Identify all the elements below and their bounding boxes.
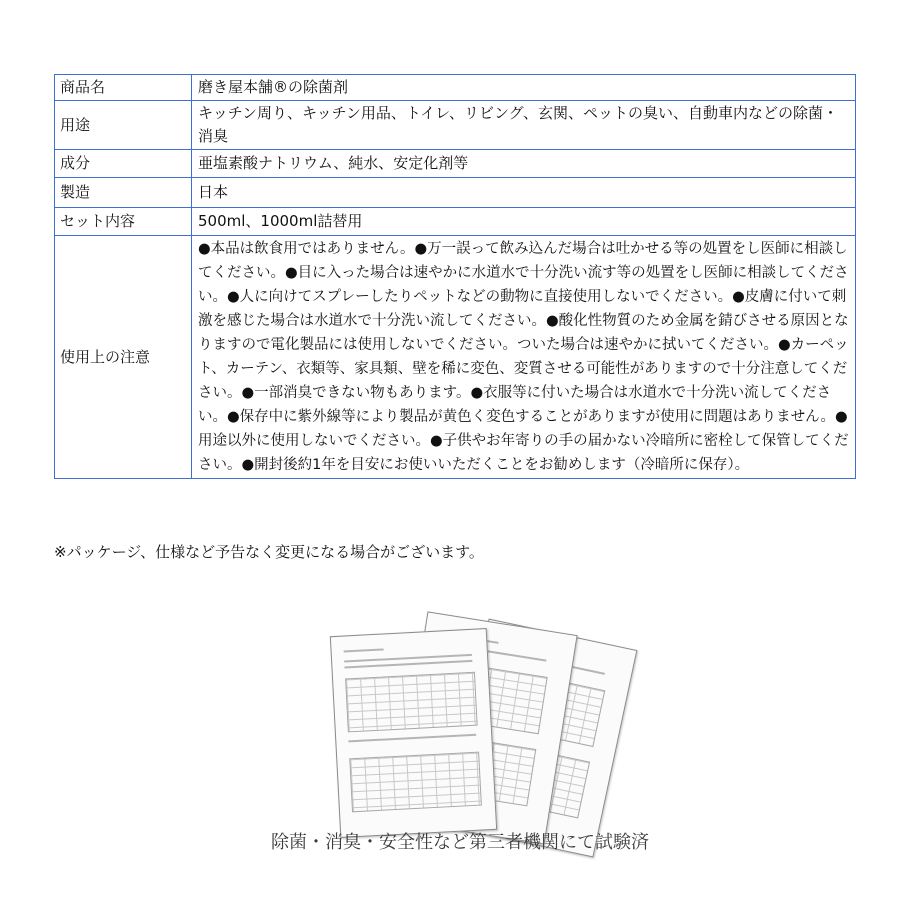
- spec-label: 用途: [55, 101, 192, 150]
- spec-row-manufacture: [55, 178, 856, 208]
- spec-row-ingredients: [55, 150, 856, 178]
- spec-row-usage: [55, 101, 856, 150]
- test-report-sheet: [330, 628, 497, 838]
- spec-value: キッチン周り、キッチン用品、トイレ、リビング、玄関、ペットの臭い、自動車内などの除菌・消臭: [192, 101, 856, 150]
- spec-label: 使用上の注意: [55, 236, 192, 479]
- spec-value: 日本: [192, 178, 856, 208]
- spec-value: 磨き屋本舗®の除菌剤: [192, 75, 856, 101]
- spec-label: 商品名: [55, 75, 192, 101]
- spec-value: 亜塩素酸ナトリウム、純水、安定化剤等: [192, 150, 856, 178]
- illustration-caption: 除菌・消臭・安全性など第三者機関にて試験済: [271, 832, 649, 853]
- spec-row-set-contents: [55, 208, 856, 236]
- test-report-documents-image: [300, 612, 620, 852]
- product-spec-table: [54, 74, 856, 479]
- spec-label: 製造: [55, 178, 192, 208]
- spec-row-product-name: [55, 75, 856, 101]
- spec-value: 500ml、1000ml詰替用: [192, 208, 856, 236]
- spec-label: セット内容: [55, 208, 192, 236]
- change-notice: ※パッケージ、仕様など予告なく変更になる場合がございます。: [54, 543, 484, 561]
- spec-row-precautions: [55, 236, 856, 479]
- spec-value: ●本品は飲食用ではありません。●万一誤って飲み込んだ場合は吐かせる等の処置をし医師に相談してください。●目に入った場合は速やかに水道水で十分洗い流す等の処置をし医師に相談してください。●人に向けてスプレーしたりペットなどの動物に直接使用しないでください。●皮膚に付いて刺激を感じた場合は水道水で十分洗い流してください。●酸化性物質のため金属を錆びさせる原因となりますので電化製品には使用しないでください。ついた場合は速やかに拭いてください。●カーペット、カーテン、衣類等、家具類、壁を稀に変色、変質させる可能性がありますので十分注意してください。●一部消臭できない物もあります。●衣服等に付いた場合は水道水で十分洗い流してください。●保存中に紫外線等により製品が黄色く変色することがありますが使用に問題はありません。●用途以外に使用しないでください。●子供やお年寄りの手の届かない冷暗所に密栓して保管してください。●開封後約1年を目安にお使いいただくことをお勧めします（冷暗所に保存）。: [192, 236, 856, 479]
- spec-label: 成分: [55, 150, 192, 178]
